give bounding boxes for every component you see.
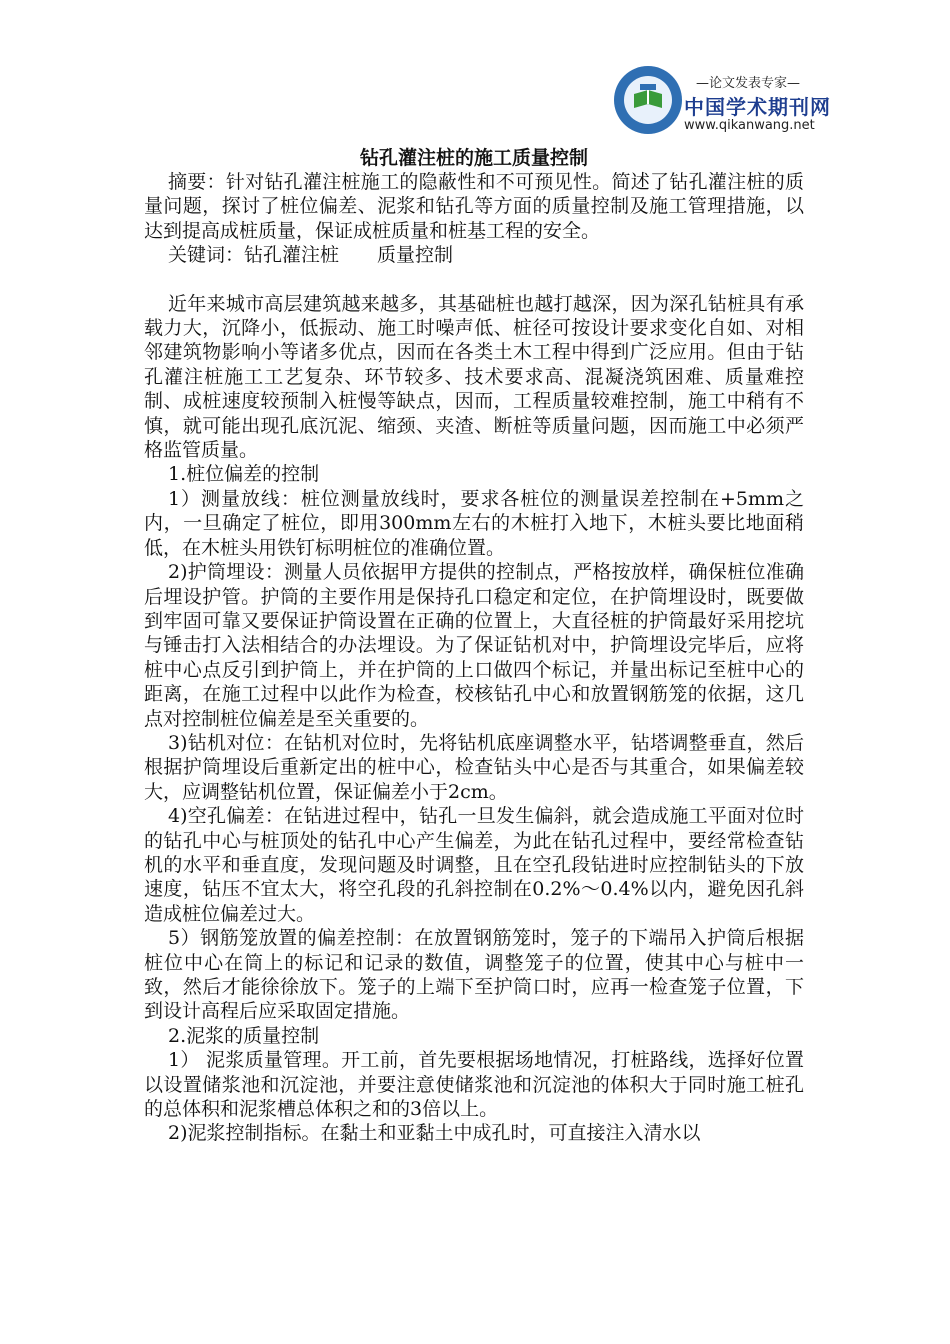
- logo-tagline: —论文发表专家—: [696, 76, 801, 91]
- abstract: 摘要：针对钻孔灌注桩施工的隐蔽性和不可预见性。简述了钻孔灌注桩的质量问题，探讨了桩位偏差、泥浆和钻孔等方面的质量控制及施工管理措施，以达到提高成桩质量，保证成桩质量和桩基工程的安全。: [144, 171, 804, 242]
- blank-line: [144, 268, 804, 292]
- section-paragraph: 5）钢筋笼放置的偏差控制：在放置钢筋笼时，笼子的下端吊入护筒后根据桩位中心在筒上的标记和记录的数值，调整笼子的位置，使其中心与桩中一致，然后才能徐徐放下。笼子的上端下至护筒口时，应再一检查笼子位置，下到设计高程后应采取固定措施。: [144, 927, 804, 1023]
- section-paragraph: 1）测量放线：桩位测量放线时，要求各桩位的测量误差控制在+5mm之内，一旦确定了桩位，即用300mm左右的木桩打入地下，木桩头要比地面稍低，在木桩头用铁钉标明桩位的准确位置。: [144, 487, 804, 559]
- logo-url: www.qikanwang.net: [684, 118, 815, 133]
- section-paragraph: 2)护筒埋设：测量人员依据甲方提供的控制点，严格按放样，确保桩位准确后埋设护管。护筒的主要作用是保持孔口稳定和定位，在护筒埋设时，既要做到牢固可靠又要保证护筒设置在正确的位置上，大直径桩的护筒最好采用挖坑与锤击打入法相结合的办法埋设。为了保证钻机对中，护筒埋设完毕后，应将桩中心点反引到护筒上，并在护筒的上口做四个标记，并量出标记至桩中心的距离，在施工过程中以此作为检查，校核钻孔中心和放置钢筋笼的依据，这几点对控制桩位偏差是至关重要的。: [144, 561, 804, 730]
- section-heading: 2.泥浆的质量控制: [168, 1024, 320, 1047]
- section-paragraph: 2)泥浆控制指标。在黏土和亚黏土中成孔时，可直接注入清水以: [168, 1122, 701, 1145]
- intro-paragraph: 近年来城市高层建筑越来越多，其基础桩也越打越深，因为深孔钻桩具有承载力大，沉降小，低振动、施工时噪声低、桩径可按设计要求变化自如、对相邻建筑物影响小等诸多优点，因而在各类土木工程中得到广泛应用。但由于钻孔灌注桩施工工艺复杂、环节较多、技术要求高、混凝浇筑困难、质量难控制、成桩速度较预制入桩慢等缺点，因而，工程质量较难控制，施工中稍有不慎，就可能出现孔底沉泥、缩颈、夹渣、断桩等质量问题，因而施工中必须严格监管质量。: [144, 292, 804, 462]
- globe-book-icon: [612, 64, 684, 136]
- document-body: [144, 146, 804, 1146]
- page-title: 钻孔灌注桩的施工质量控制: [359, 147, 588, 169]
- section-paragraph: 1） 泥浆质量管理。开工前，首先要根据场地情况，打桩路线，选择好位置以设置储浆池和沉淀池，并要注意使储浆池和沉淀池的体积大于同时施工桩孔的总体积和泥浆槽总体积之和的3倍以上。: [144, 1049, 804, 1121]
- logo-brand: 中国学术期刊网: [684, 95, 831, 119]
- keywords: 关键词：钻孔灌注桩 质量控制: [168, 244, 454, 267]
- section-paragraph: 4)空孔偏差：在钻进过程中，钻孔一旦发生偏斜，就会造成施工平面对位时的钻孔中心与桩顶处的钻孔中心产生偏差，为此在钻孔过程中，要经常检查钻机的水平和垂直度，发现问题及时调整，且在空孔段钻进时应控制钻头的下放速度，钻压不宜太大，将空孔段的孔斜控制在0.2%～0.4%以内，避免因孔斜造成桩位偏差过大。: [144, 805, 804, 925]
- section-paragraph: 3)钻机对位：在钻机对位时，先将钻机底座调整水平，钻塔调整垂直，然后根据护筒埋设后重新定出的桩中心，检查钻头中心是否与其重合，如果偏差较大，应调整钻机位置，保证偏差小于2cm。: [144, 731, 804, 803]
- section-heading: 1.桩位偏差的控制: [168, 463, 320, 486]
- journal-logo: [612, 64, 831, 144]
